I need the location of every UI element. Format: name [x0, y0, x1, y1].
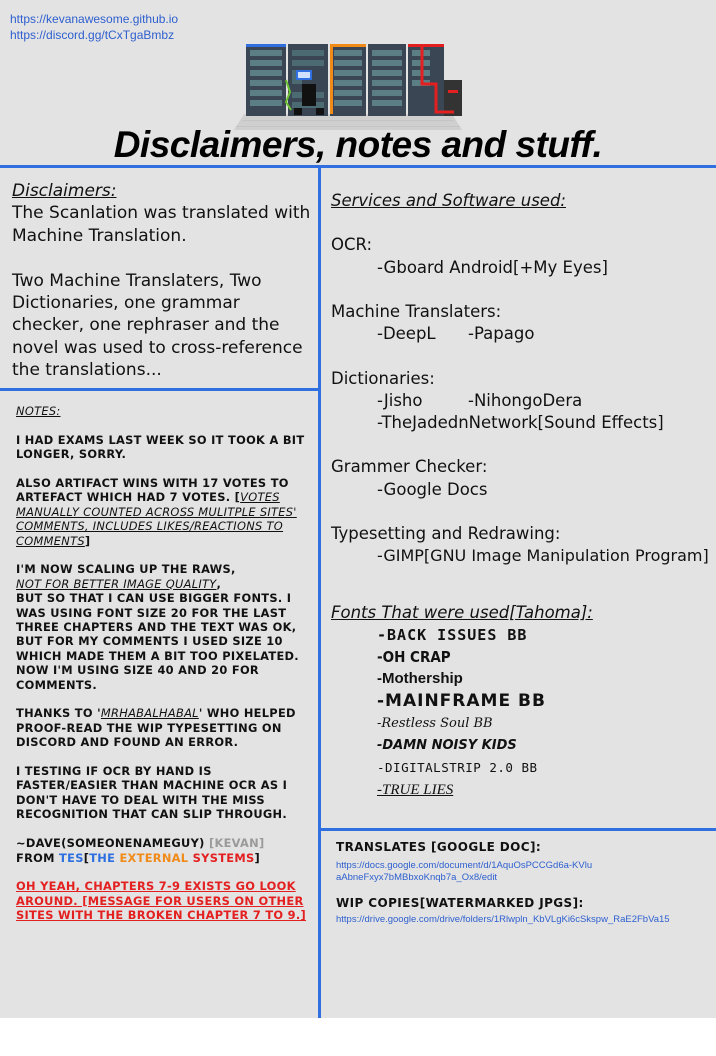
gc-item: -Google Docs [377, 479, 488, 499]
font-mothership: -Mothership [377, 670, 463, 688]
fonts-heading: Fonts That were used[Tahoma]: [331, 602, 593, 622]
wip-folder-link[interactable]: https://drive.google.com/drive/folders/1Rlwpln_KbVLgKi6cSkspw_RaE2FbVa15 [336, 914, 670, 925]
disclaimer-line-1: The Scanlation was translated with Machine Translation. [12, 203, 311, 246]
signature-kevan: [KEVAN] [208, 836, 265, 851]
left-section-divider [0, 388, 319, 391]
column-divider [318, 165, 321, 1018]
dict-jisho: -Jisho [377, 390, 423, 410]
note-scaling-a: I'M NOW SCALING UP THE RAWS, [16, 562, 236, 577]
font-mainframe: -MAINFRAME BB [377, 691, 546, 712]
note-chapters-message: OH YEAH, CHAPTERS 7-9 EXISTS GO LOOK AROUND. [MESSAGE FOR USERS ON OTHER SITES WITH THE BROKEN CHAPTER 7 TO 9.] [16, 879, 307, 923]
note-thanks-a: THANKS TO ' [16, 706, 101, 721]
mt-deepl: -DeepL [377, 324, 436, 344]
mt-label: Machine Translaters: [331, 301, 502, 321]
signature-open: [ [83, 850, 90, 865]
font-restless-soul: -Restless Soul BB [377, 715, 493, 731]
note-votes-text: ALSO ARTIFACT WINS WITH 17 VOTES TO ARTEFACT WHICH HAD 7 VOTES. [16, 476, 289, 505]
note-thanks-name: MRHABALHABAL [100, 706, 199, 721]
signature-from: FROM [16, 850, 55, 865]
note-thanks-b: ' WHO HELPED PROOF-READ THE WIP TYPESETTING ON DISCORD AND FOUND AN ERROR. [16, 706, 296, 750]
signature-name: ~DAVE(SOMEONENAMEGUY) [16, 836, 205, 851]
dict-nihongodera: -NihongoDera [468, 390, 583, 410]
dict-label: Dictionaries: [331, 368, 435, 388]
dict-items [331, 390, 716, 412]
note-votes-detail: VOTES MANUALLY COUNTED ACROSS MULITPLE SITES' COMMENTS, INCLUDES LIKES/REACTIONS TO COMMENTS [16, 490, 297, 548]
note-votes [16, 476, 308, 548]
resource-links-section [336, 840, 711, 926]
right-section-divider [319, 828, 716, 831]
page-title: Disclaimers, notes and stuff. [113, 124, 603, 165]
signature-close: ] [254, 850, 261, 865]
header-divider [0, 165, 716, 168]
ts-label: Typesetting and Redrawing: [331, 523, 561, 543]
note-thanks [16, 706, 308, 749]
note-votes-close: ] [84, 533, 91, 548]
signature-systems: SYSTEMS [192, 850, 255, 865]
mt-items [331, 323, 716, 345]
disclaimer-line-2: Two Machine Translaters, Two Dictionaries, one grammar checker, one rephraser and the novel was used to cross-reference the translations... [12, 270, 303, 381]
disclaimers-heading: Disclaimers: [12, 181, 117, 201]
note-exams: I HAD EXAMS LAST WEEK SO IT TOOK A BIT LONGER, SORRY. [16, 432, 305, 462]
translates-heading: TRANSLATES [GOOGLE DOC]: [336, 840, 542, 854]
ocr-item: -Gboard Android[+My Eyes] [377, 257, 608, 277]
signature-tes: TES [59, 850, 84, 865]
discord-link[interactable]: https://discord.gg/tCxTgaBmbz [10, 28, 175, 42]
note-scaling [16, 562, 308, 692]
note-scaling-c: BUT SO THAT I CAN USE BIGGER FONTS. I WAS USING FONT SIZE 20 FOR THE LAST THREE CHAPTERS AND THE TEXT WAS OK, BUT FOR MY COMMENTS I USED SIZE 10 WHICH MADE THEM A BIT TOO PIXELATED. NOW I'M USING SIZE 40 AND 20 FOR COMMENTS. [16, 591, 299, 692]
note-votes-open: [ [234, 490, 241, 505]
translates-doc-link[interactable]: https://docs.google.com/document/d/1AquOsPCCGd6a-KVluaAbneFxyx7bMBbxoKnqb7a_Ox8/edit [336, 860, 593, 883]
font-back-issues: -BACK ISSUES BB [377, 625, 528, 644]
services-section [331, 190, 716, 801]
font-damn-noisy-kids: -DAMN NOISY KIDS [377, 737, 517, 753]
note-scaling-comma: , [216, 576, 222, 591]
font-true-lies: -TRUE LIES [377, 782, 454, 799]
server-rack-logo-icon [228, 40, 468, 132]
note-signature [16, 836, 308, 865]
ts-item: -GIMP[GNU Image Manipulation Program] [377, 546, 709, 566]
mt-papago: -Papago [468, 324, 535, 344]
font-digitalstrip: -DIGITALSTRIP 2.0 BB [377, 759, 538, 775]
note-scaling-emphasis: NOT FOR BETTER IMAGE QUALITY [16, 576, 217, 591]
dict-jaded: -TheJadednNetwork[Sound Effects] [377, 412, 664, 432]
wip-heading: WIP COPIES[WATERMARKED JPGS]: [336, 896, 584, 910]
gc-label: Grammer Checker: [331, 457, 488, 477]
notes-heading: NOTES: [16, 404, 61, 418]
notes-section [16, 404, 308, 937]
ocr-label: OCR: [331, 235, 373, 255]
disclaimers-section [12, 180, 312, 382]
note-ocr: I TESTING IF OCR BY HAND IS FASTER/EASIER THAN MACHINE OCR AS I DON'T HAVE TO DEAL WITH THE MISS RECOGNITION THAT CAN SLIP THROUGH. [16, 764, 288, 822]
font-oh-crap: -OH CRAP [377, 647, 451, 666]
signature-the: THE [89, 850, 116, 865]
signature-external: EXTERNAL [119, 850, 189, 865]
website-link[interactable]: https://kevanawesome.github.io [10, 12, 179, 26]
services-heading: Services and Software used: [331, 191, 566, 210]
